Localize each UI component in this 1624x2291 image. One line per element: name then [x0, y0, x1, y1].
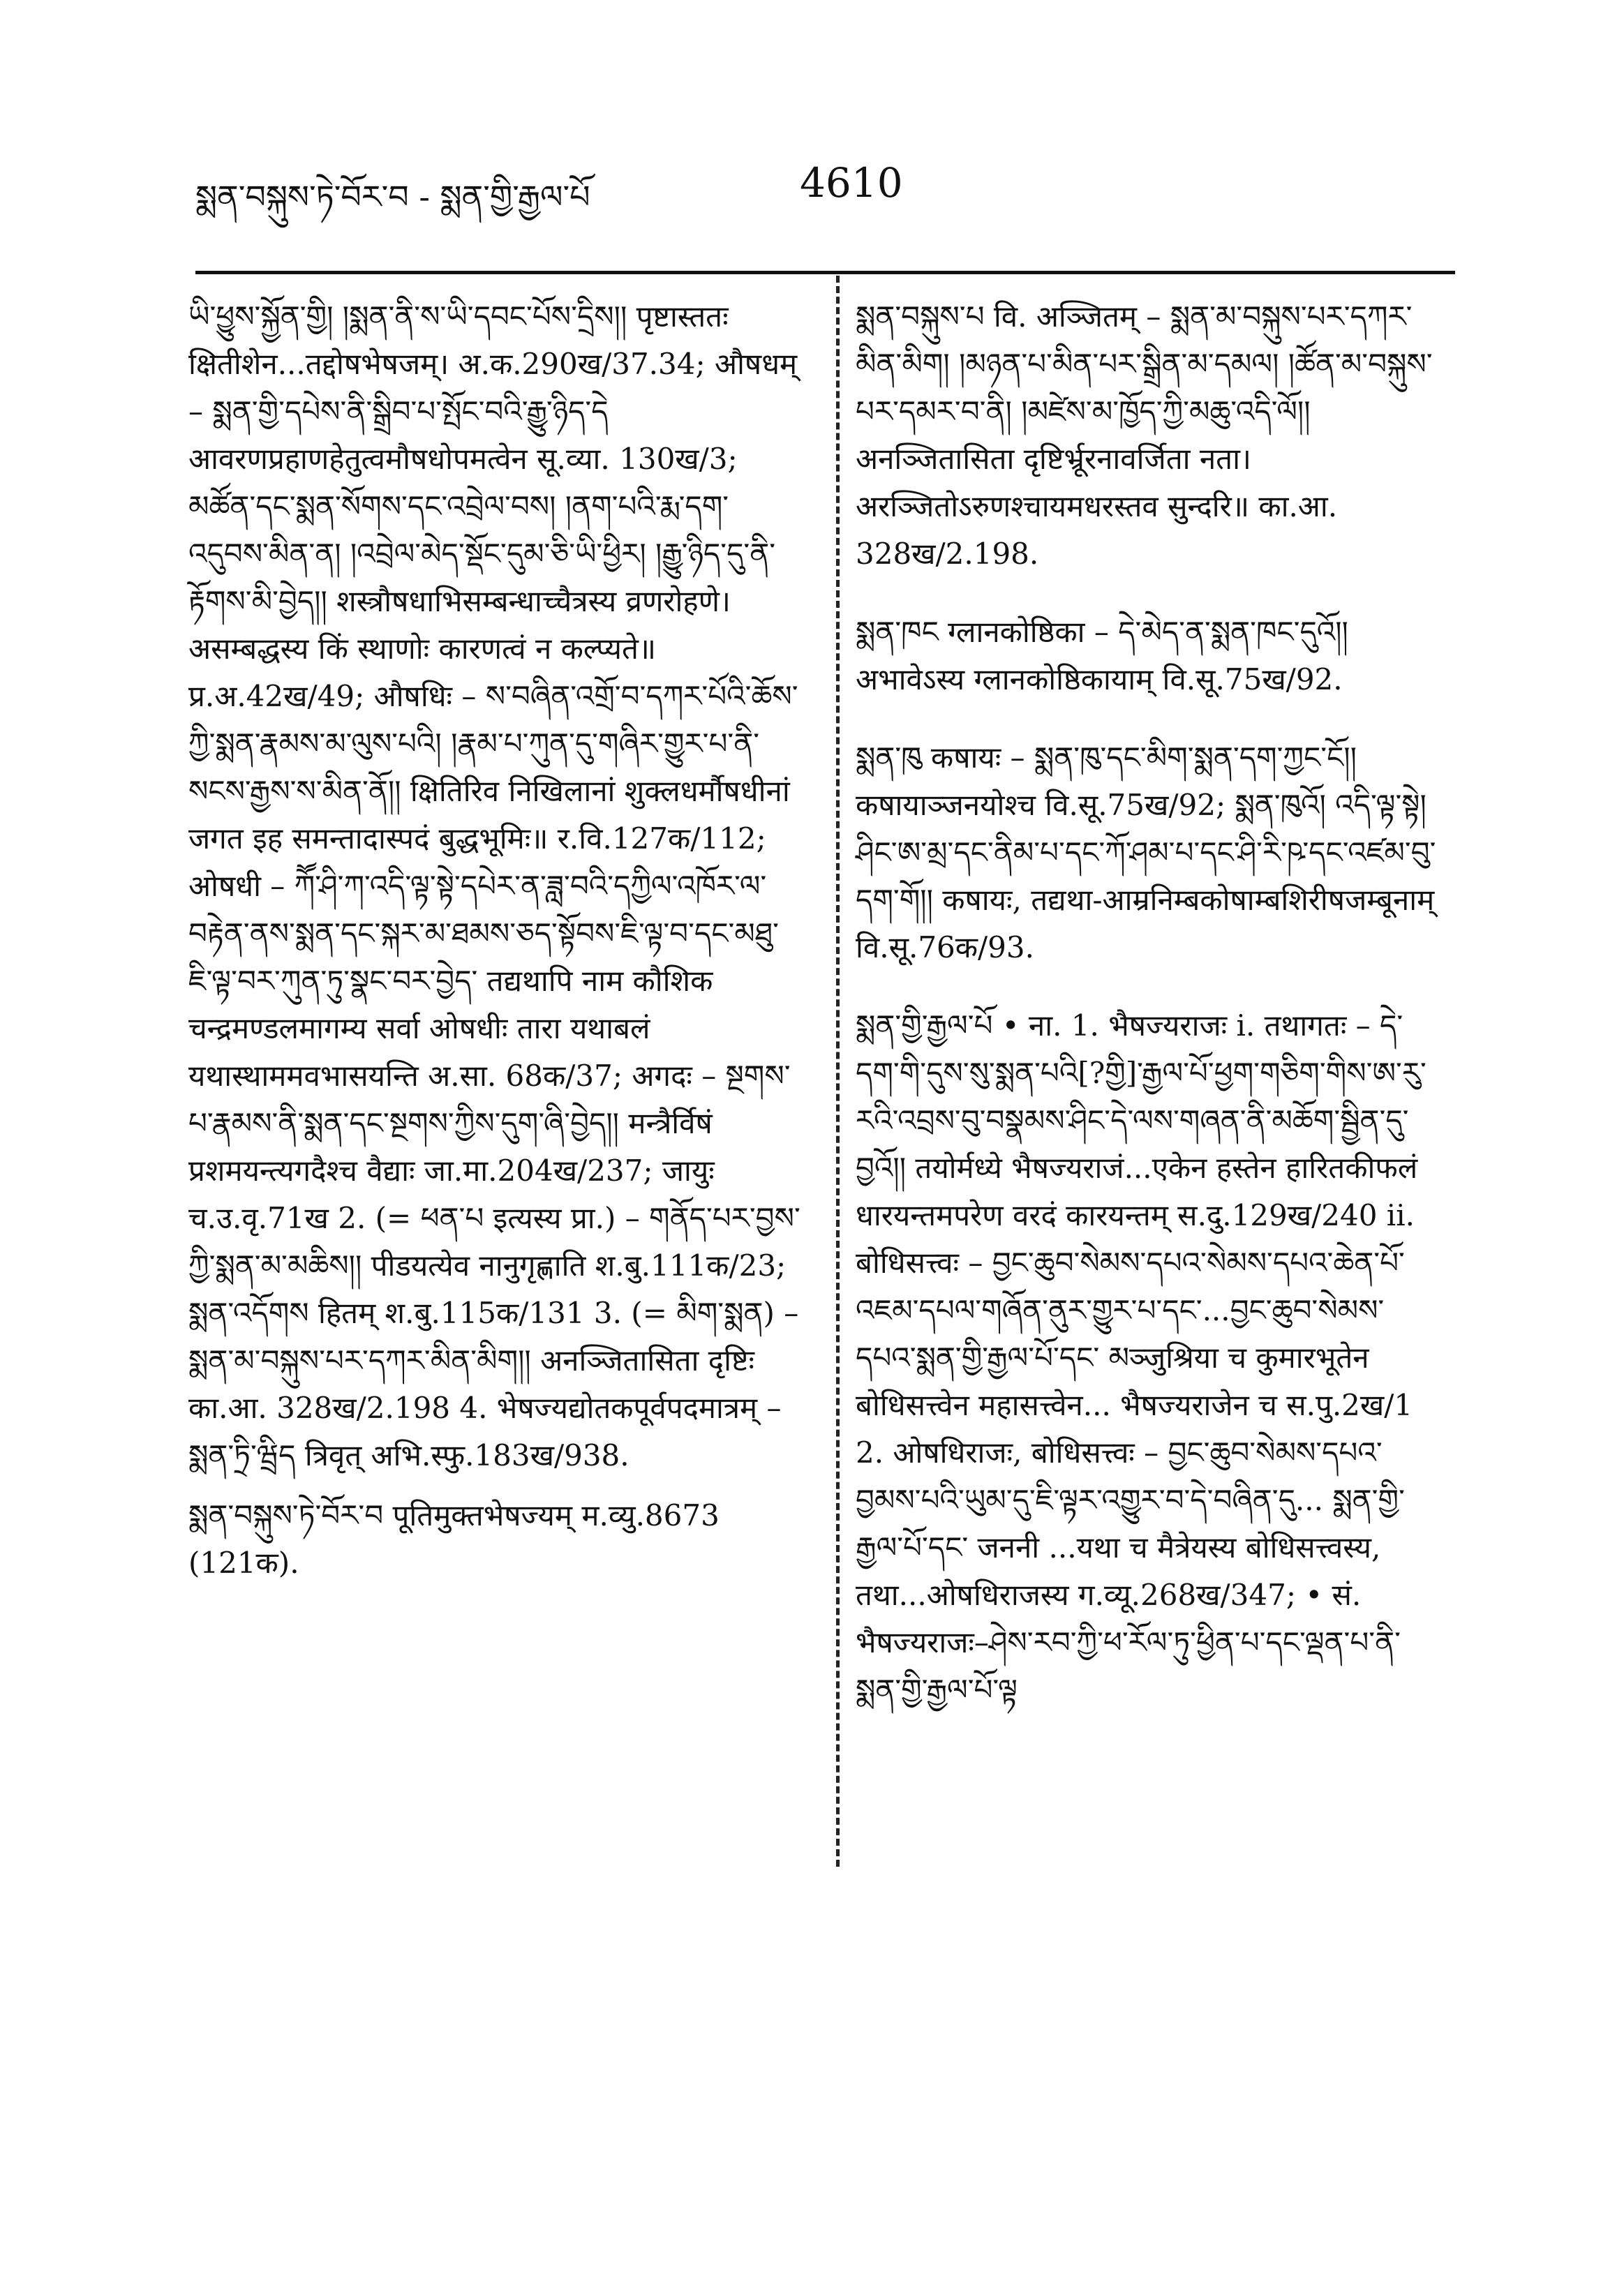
dictionary-entry: ཡི་ཕྱུས་སྐྱོན་གྱི། །སྨན་ནི་ས་ཡི་དབང་པོས་དྲིས།། पृष्टास्ततः क्षितीशेन...तद्दोषभेषजम्। अ.क.290ख/37.34; औषधम् – སྨན་གྱི་དཔེས་ནི་སྒྲིབ་པ་སྤོང་བའི་རྒྱུ་ཉིད་དེ आवरणप्रहाणहेतुत्वमौषधोपमत्वेन सू.व्या. 130ख/3; མཚོན་དང་སྨན་སོགས་དང་འབྲེལ་བས། །ནག་པའི་རྨ་དག་འདུབས་མིན་ན། །འབྲེལ་མེད་སྡོང་དུམ་ཅི་ཡི་ཕྱིར། །རྒྱུ་ཉིད་དུ་ནི་རྟོགས་མི་བྱེད།། शस्त्रौषधाभिसम्बन्धाच्चैत्रस्य व्रणरोहणे। असम्बद्धस्य किं स्थाणोः कारणत्वं न कल्प्यते॥ प्र.अ.42ख/49; औषधिः – ས་བཞིན་འགྲོ་བ་དཀར་པོའི་ཆོས་ཀྱི་སྨན་རྣམས་མ་ལུས་པའི། །རྣམ་པ་ཀུན་དུ་གཞིར་གྱུར་པ་ནི་སངས་རྒྱས་ས་མིན་ནོ།། क्षितिरिव निखिलानां शुक्लधर्मौषधीनां जगत इह समन्तादास्पदं बुद्धभूमिः॥ र.वि.127क/112; ओषधी – ཀཽ་ཤི་ཀ་འདི་ལྟ་སྟེ་དཔེར་ན་ཟླ་བའི་དཀྱིལ་འཁོར་ལ་བརྟེན་ནས་སྨན་དང་སྐར་མ་ཐམས་ཅད་སྟོབས་ཇི་ལྟ་བ་དང་མཐུ་ཇི་ལྟ་བར་ཀུན་ཏུ་སྣང་བར་བྱེད་ तद्यथापि नाम कौशिक चन्द्रमण्डलमागम्य सर्वा ओषधीः तारा यथाबलं यथास्थाममवभासयन्ति अ.सा. 68क/37; अगदः – སྔགས་པ་རྣམས་ནི་སྨན་དང་སྔགས་ཀྱིས་དུག་ཞི་བྱེད།། मन्त्रैर्विषं प्रशमयन्त्यगदैश्च वैद्याः जा.मा.204ख/237; जायुः च.उ.वृ.71ख 2. (= ཕན་པ इत्यस्य प्रा.) – གནོད་པར་བྱས་ཀྱི་སྨན་མ་མཆིས།། पीडयत्येव नानुगृह्णाति श.बु.111क/23; སྨན་འདོགས हितम् श.बु.115क/131 3. (= མིག་སྨན) – སྨན་མ་བསྐུས་པར་དཀར་མིན་མིག།། अनञ्जितासिता दृष्टिः का.आ. 328ख/2.198 4. भेषज्यद्योतकपूर्वपदमात्रम् – སྨན་ཏྲི་ཝྲིད त्रिवृत् अभि.स्फु.183ख/938. — [188, 299, 800, 1472]
dictionary-entry: སྨན་ཁུ कषायः – སྨན་ཁུ་དང་མིག་སྨན་དག་ཀྱང་ངོ།། कषायाञ्जनयोश्च वि.सू.75ख/92; སྨན་ཁུའོ། འདི་ལྟ་སྟེ། ཤིང་ཨ་མྲ་དང་ནིམ་པ་དང་ཀོ་ཤམ་པ་དང་ཤི་རི་ཥ་དང་འཛམ་བུ་དག་གོ།། कषायः, तद्यथा-आम्रनिम्बकोषाम्बशिरीषजम्बूनाम् वि.सू.76क/93. — [856, 740, 1436, 964]
page-number: 4610 — [800, 159, 903, 207]
header-rule — [195, 271, 1455, 274]
dictionary-entry: སྨན་ཁང ग्लानकोष्ठिका – དེ་མེད་ན་སྨན་ཁང་དུའོ།། अभावेऽस्य ग्लानकोष्ठिकायाम् वि.सू.75ख/92. — [856, 615, 1348, 696]
left-column — [188, 293, 803, 1599]
column-divider — [836, 276, 840, 1867]
dictionary-entry: སྨན་གྱི་རྒྱལ་པོ • ना. 1. भैषज्यराजः i. तथागतः – དེ་དག་གི་དུས་སུ་སྨན་པའི[?གྱི]་རྒྱལ་པོ་ཕྱག་གཅིག་གིས་ཨ་རུ་རའི་འབྲས་བུ་བསྣམས་ཤིང་དེ་ལས་གཞན་ནི་མཆོག་སྦྱིན་དུ་བྱའོ།། तयोर्मध्ये भैषज्यराजं...एकेन हस्तेन हारितकीफलं धारयन्तमपरेण वरदं कारयन्तम् स.दु.129ख/240 ii. बोधिसत्त्वः – བྱང་ཆུབ་སེམས་དཔའ་སེམས་དཔའ་ཆེན་པོ་འཇམ་དཔལ་གཞོན་ནུར་གྱུར་པ་དང་...བྱང་ཆུབ་སེམས་དཔའ་སྨན་གྱི་རྒྱལ་པོ་དང་ མञ्जुश्रिया च कुमारभूतेन बोधिसत्त्वेन महासत्त्वेन... भैषज्यराजेन च स.पु.2ख/1 2. ओषधिराजः, बोधिसत्त्वः – བྱང་ཆུབ་སེམས་དཔའ་བྱམས་པའི་ཡུམ་དུ་ཇི་ལྟར་འགྱུར་བ་དེ་བཞིན་དུ... སྨན་གྱི་རྒྱལ་པོ་དང་ जननी ...यथा च मैत्रेयस्य बोधिसत्त्वस्य, तथा...ओषधिराजस्य ग.व्यू.268ख/347; • सं. भैषज्यराजः–ཤེས་རབ་ཀྱི་ཕ་རོལ་ཏུ་ཕྱིན་པ་དང་ལྡན་པ་ནི་སྨན་གྱི་རྒྱལ་པོ་ལྟ — [856, 1008, 1426, 1707]
right-column — [856, 293, 1442, 1745]
dictionary-entry: སྨན་བསྐུས་ཏེ་བོར་བ पूतिमुक्तभेषज्यम् म.व्यु.8673 (121क). — [188, 1498, 720, 1580]
dictionary-entry: སྨན་བསྐུས་པ वि. अञ्जितम् – སྨན་མ་བསྐུས་པར་དཀར་མིན་མིག། །མཉན་པ་མིན་པར་སྒྲིན་མ་དམལ། །ཚོན་མ་བསྐུས་པར་དམར་བ་ནི། །མཛེས་མ་ཁྱོད་ཀྱི་མཆུ་འདི་ལོ།། अनञ्जितासिता दृष्टिर्भ्रूरनावर्जिता नता। अरञ्जितोऽरुणश्चायमधरस्तव सुन्दरि॥ का.आ. 328ख/2.198. — [856, 299, 1433, 571]
running-head: སྨན་བསྐུས་ཏེ་བོར་བ - སྨན་གྱི་རྒྱལ་པོ — [195, 178, 590, 216]
